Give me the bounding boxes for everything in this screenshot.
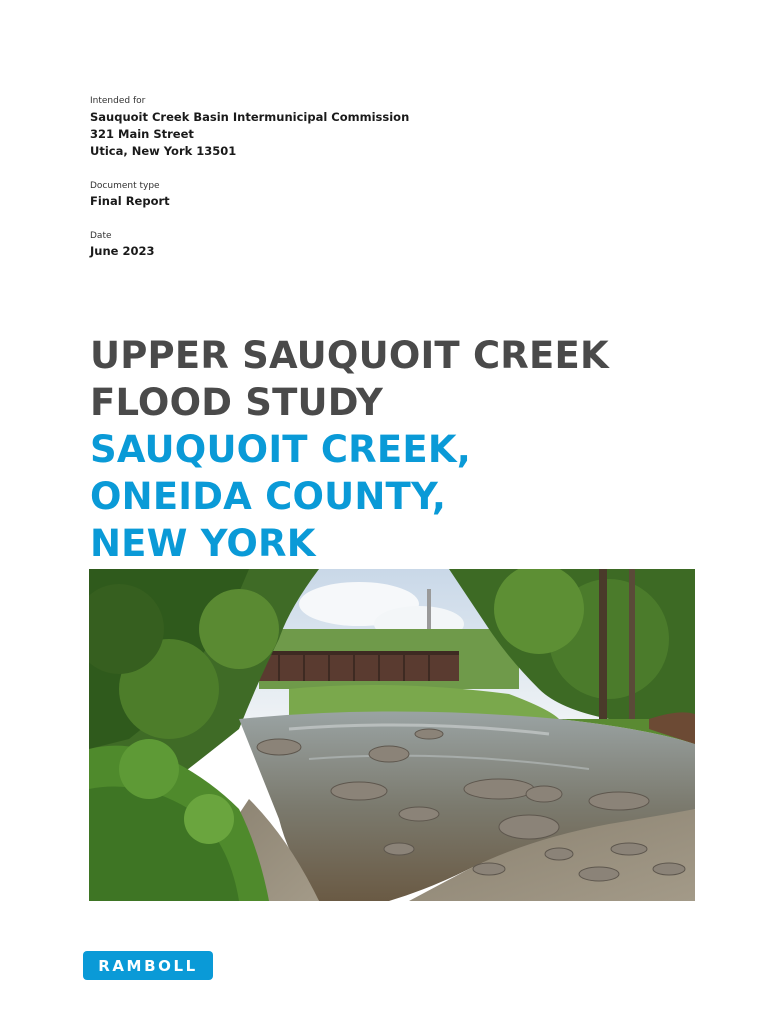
ramboll-logo-text: RAMBOLL: [98, 956, 198, 975]
cover-photo: [89, 569, 695, 901]
document-type-label: Document type: [90, 181, 160, 191]
document-type-value: Final Report: [90, 194, 170, 208]
recipient-name: Sauquoit Creek Basin Intermunicipal Commission: [90, 110, 410, 124]
recipient-label: Intended for: [90, 96, 146, 106]
recipient-city: Utica, New York 13501: [90, 144, 237, 158]
ramboll-logo: [83, 951, 213, 980]
subtitle-line-1: SAUQUOIT CREEK,: [90, 428, 471, 471]
title-line-2: FLOOD STUDY: [90, 381, 383, 424]
title-line-1: UPPER SAUQUOIT CREEK: [90, 334, 609, 377]
subtitle-line-3: NEW YORK: [90, 522, 316, 565]
recipient-street: 321 Main Street: [90, 127, 194, 141]
date-label: Date: [90, 231, 112, 241]
page-title: [90, 332, 609, 567]
date-value: June 2023: [90, 244, 155, 258]
subtitle-line-2: ONEIDA COUNTY,: [90, 475, 447, 518]
recipient-block: [90, 109, 409, 160]
